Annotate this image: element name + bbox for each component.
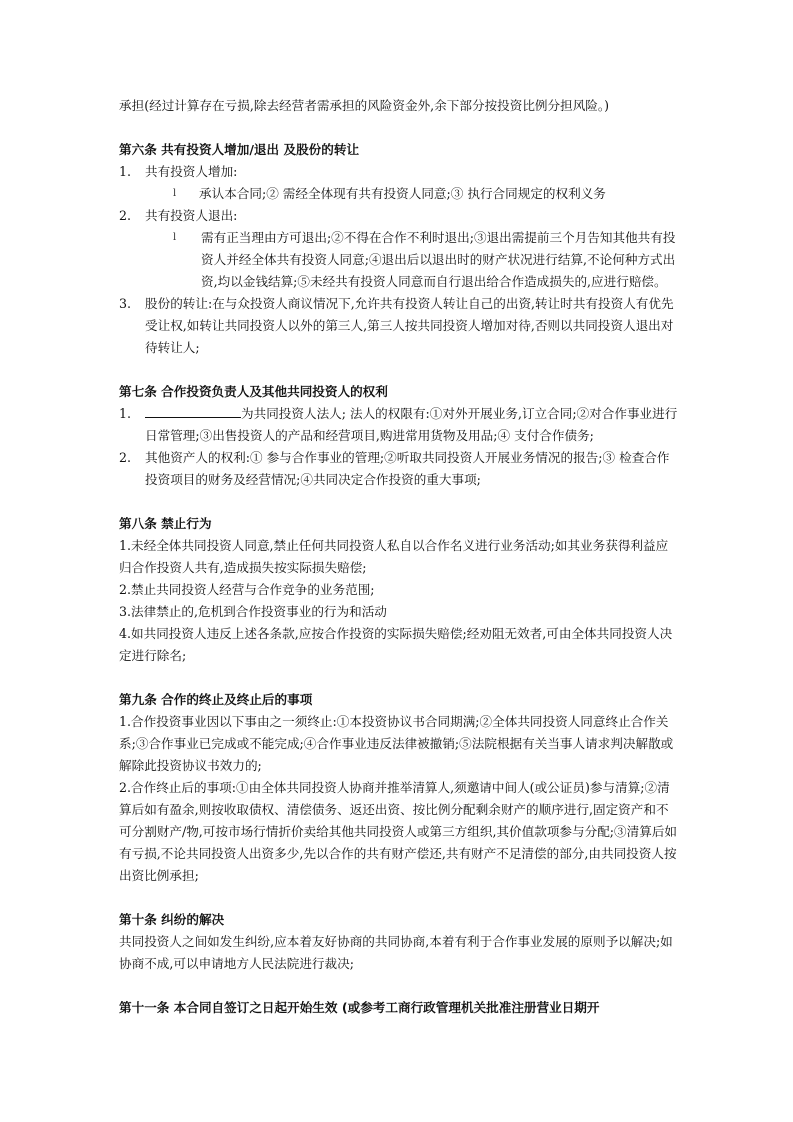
item-number: 3. [119, 296, 132, 311]
article-8-paragraph-4: 4.如共同投资人违反上述各条款,应按合作投资的实际损失赔偿;经劝阻无效者,可由全体共同投资人决定进行除名; [119, 626, 673, 663]
intro-paragraph: 承担(经过计算存在亏损,除去经营者需承担的风险资金外,余下部分按投资比例分担风险。) [119, 98, 610, 113]
item-text: 股份的转让:在与众投资人商议情况下,允许共有投资人转让自己的出资,转让时共有投资人有优先受让权,如转让共同投资人以外的第三人,第三人按共同投资人增加对待,否则以共同投资人退出对待转让人; [145, 296, 674, 355]
spacer [119, 667, 679, 689]
article-9-heading: 第九条 合作的终止及终止后的事项 [119, 692, 313, 707]
item-number: 1. [119, 406, 132, 421]
article-7-heading: 第七条 合作投资负责人及其他共同投资人的权利 [119, 384, 388, 399]
article-9-paragraph-1: 1.合作投资事业因以下事由之一须终止:①本投资协议书合同期满;②全体共同投资人同意终止合作关系;③合作事业已完成或不能完成;④合作事业违反法律被撤销;⑤法院根据有关当事人请求判决解散或解除此投资协议书效力的; [119, 714, 674, 773]
item-text: 为共同投资人法人; 法人的权限有:①对外开展业务,订立合同;②对合作事业进行日常管理;③出售投资人的产品和经营项目,购进常用货物及用品;④ 支付合作债务; [145, 406, 678, 443]
article-8-heading: 第八条 禁止行为 [119, 516, 212, 531]
bullet-mark: l [173, 188, 177, 199]
article-6-item-3 [119, 293, 679, 359]
article-8-paragraph-1: 1.未经全体共同投资人同意,禁止任何共同投资人私自以合作名义进行业务活动;如其业务获得利益应归合作投资人共有,造成损失按实际损失赔偿; [119, 538, 669, 575]
article-6-item-2 [119, 205, 679, 227]
article-11-heading: 第十一条 本合同自签订之日起开始生效 (或参考工商行政管理机关批准注册营业日期开 [119, 1000, 600, 1015]
article-7-item-2 [119, 447, 679, 491]
article-8-paragraph-2: 2.禁止共同投资人经营与合作竞争的业务范围; [119, 582, 375, 597]
item-number: 1. [119, 164, 132, 179]
item-number: 2. [119, 450, 132, 465]
document-page [119, 95, 679, 1019]
article-6-item-1-sub [119, 183, 679, 205]
article-6-item-2-sub [119, 227, 679, 293]
article-8-paragraph-3: 3.法律禁止的,危机到合作投资事业的行为和活动 [119, 604, 387, 619]
item-text-wrapper [145, 403, 679, 447]
spacer [119, 887, 679, 909]
item-text: 共有投资人增加: [145, 164, 238, 179]
spacer [119, 975, 679, 997]
article-9-paragraph-2: 2.合作终止后的事项:①由全体共同投资人协商并推举清算人,须邀请中间人(或公证员)参与清算;②清算后如有盈余,则按收取债权、清偿债务、返还出资、按比例分配剩余财产的顺序进行,固定资产和不可分割财产/物,可按市场行情折价卖给其他共同投资人或第三方组织,其价值款项参与分配;③清算后如有亏损,不论共同投资人出资多少,先以合作的共有财产偿还,共有财产不足清偿的部分,由共同投资人按出资比例承担; [119, 780, 678, 883]
spacer [119, 491, 679, 513]
article-6-item-1 [119, 161, 679, 183]
bullet-mark: l [173, 232, 177, 243]
blank-underline-field [145, 403, 241, 418]
article-6-heading: 第六条 共有投资人增加/退出 及股份的转让 [119, 142, 360, 157]
bullet-text: 承认本合同;② 需经全体现有共有投资人同意;③ 执行合同规定的权利义务 [199, 186, 606, 201]
article-7-item-1 [119, 403, 679, 447]
article-10-heading: 第十条 纠纷的解决 [119, 912, 225, 927]
item-number: 2. [119, 208, 132, 223]
item-text: 其他资产人的权利:① 参与合作事业的管理;②听取共同投资人开展业务情况的报告;③ 检查合作投资项目的财务及经营情况;④共同决定合作投资的重大事项; [145, 450, 670, 487]
bullet-text: 需有正当理由方可退出;②不得在合作不利时退出;③退出需提前三个月告知其他共有投资人并经全体共有投资人同意;④退出后以退出时的财产状况进行结算,不论何种方式出资,均以金钱结算;⑤未经共有投资人同意而自行退出给合作造成损失的,应进行赔偿。 [201, 230, 676, 289]
spacer [119, 359, 679, 381]
item-text: 共有投资人退出: [145, 208, 238, 223]
spacer [119, 117, 679, 139]
article-10-paragraph-1: 共同投资人之间如发生纠纷,应本着友好协商的共同协商,本着有利于合作事业发展的原则予以解决;如协商不成,可以申请地方人民法院进行裁决; [119, 934, 673, 971]
